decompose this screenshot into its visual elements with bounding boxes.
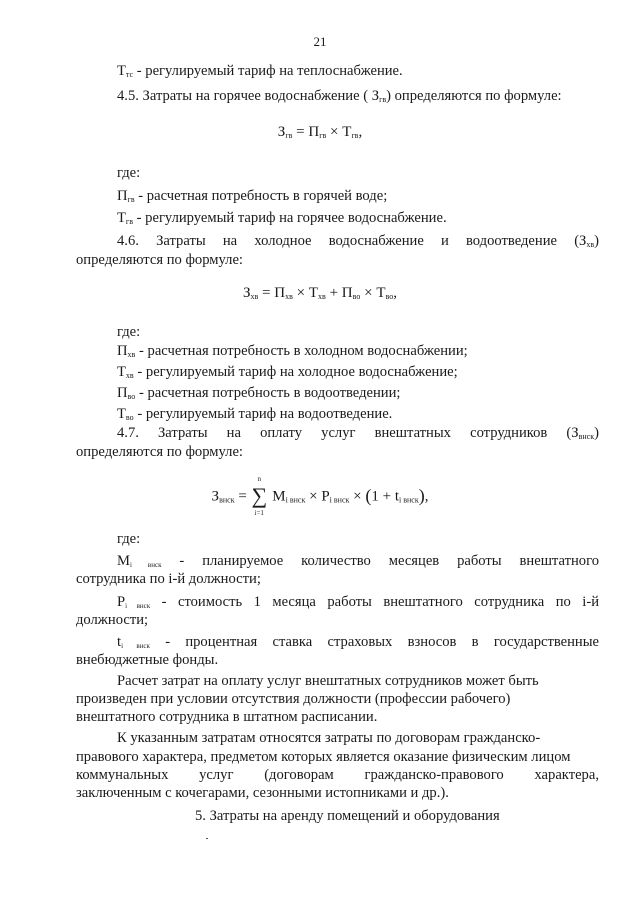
contracts-paragraph-line-4: заключенным с кочегарами, сезонными истопниками и др.). — [76, 785, 449, 801]
contracts-paragraph-line-2: правового характера, предметом которых является оказание физическим лицом — [76, 749, 571, 765]
calc-paragraph-line-1: Расчет затрат на оплату услуг внештатных сотрудников может быть — [117, 673, 539, 689]
definition-p-vo: $П_{во}$ - расчетная потребность в водоотведении; — [117, 385, 401, 401]
definition-p-gv: $П_{гв}$ - расчетная потребность в горячей воде; — [117, 188, 388, 204]
formula-cold-water: $З_{хв} = П_{хв} \times Т_{хв} + П_{во} \times Т_{во}$, — [243, 285, 397, 301]
formula-hot-water: $З_{гв} = П_{гв} \times Т_{гв}$, — [277, 124, 363, 140]
where-label-2: где: — [117, 324, 141, 340]
calc-paragraph-line-2: произведен при условии отсутствия должности (профессии рабочего) — [76, 691, 511, 707]
scan-speck — [206, 838, 208, 839]
paragraph-4-6-line-1: 4.6. Затраты на холодное водоснабжение и водоотведение $(З_{хв})$ — [117, 233, 600, 249]
contracts-paragraph-line-1: К указанным затратам относятся затраты по договорам гражданско- — [117, 730, 541, 746]
definition-r-line-1: $Р_{i внск}$ - стоимость 1 месяца работы внештатного сотрудника по i-й — [117, 594, 600, 610]
section-5-heading: 5. Затраты на аренду помещений и оборудования — [195, 808, 500, 824]
definition-p-hv: $П_{хв}$ - расчетная потребность в холодном водоснабжении; — [117, 343, 468, 359]
paragraph-4-7-line-2: определяются по формуле: — [76, 444, 243, 460]
definition-r-line-2: должности; — [76, 612, 149, 628]
definition-t-gv: $Т_{гв}$ - регулируемый тариф на горячее водоснабжение. — [117, 210, 447, 226]
paragraph-4-6-line-2: определяются по формуле: — [76, 252, 243, 268]
definition-t-vo: $Т_{во}$ - регулируемый тариф на водоотведение. — [117, 406, 393, 422]
definition-t-hv: $Т_{хв}$ - регулируемый тариф на холодное водоснабжение; — [117, 364, 458, 380]
formula-contractors: $З_{внск}$ = n ∑ i=1 $М_{i внск} \times Р_{i внск} \times (1 + t_{i внск})$, — [211, 475, 429, 517]
definition-t-line-2: внебюджетные фонды. — [76, 652, 219, 668]
definition-m-line-2: сотрудника по i-й должности; — [76, 571, 261, 587]
where-label-1: где: — [117, 165, 141, 181]
calc-paragraph-line-3: внештатного сотрудника в штатном расписании. — [76, 709, 378, 725]
definition-t-tc: $Т_{тс}$ - регулируемый тариф на теплоснабжение. — [117, 63, 403, 79]
definition-m-line-1: $М_{i внск}$ - планируемое количество месяцев работы внештатного — [117, 553, 599, 569]
where-label-3: где: — [117, 531, 141, 547]
definition-t-line-1: $t_{i внск}$ - процентная ставка страховых взносов в государственные — [117, 634, 600, 650]
paragraph-4-7-line-1: 4.7. Затраты на оплату услуг внештатных сотрудников $(З_{внск})$ — [117, 425, 599, 441]
paragraph-4-5: 4.5. Затраты на горячее водоснабжение ( $З_{гв}$) определяются по формуле: — [117, 88, 562, 104]
summation-sign: n ∑ i=1 — [251, 475, 268, 517]
contracts-paragraph-line-3: коммунальных услуг (договорам гражданско-правового характера, — [76, 767, 599, 783]
page-number: 21 — [313, 34, 327, 49]
